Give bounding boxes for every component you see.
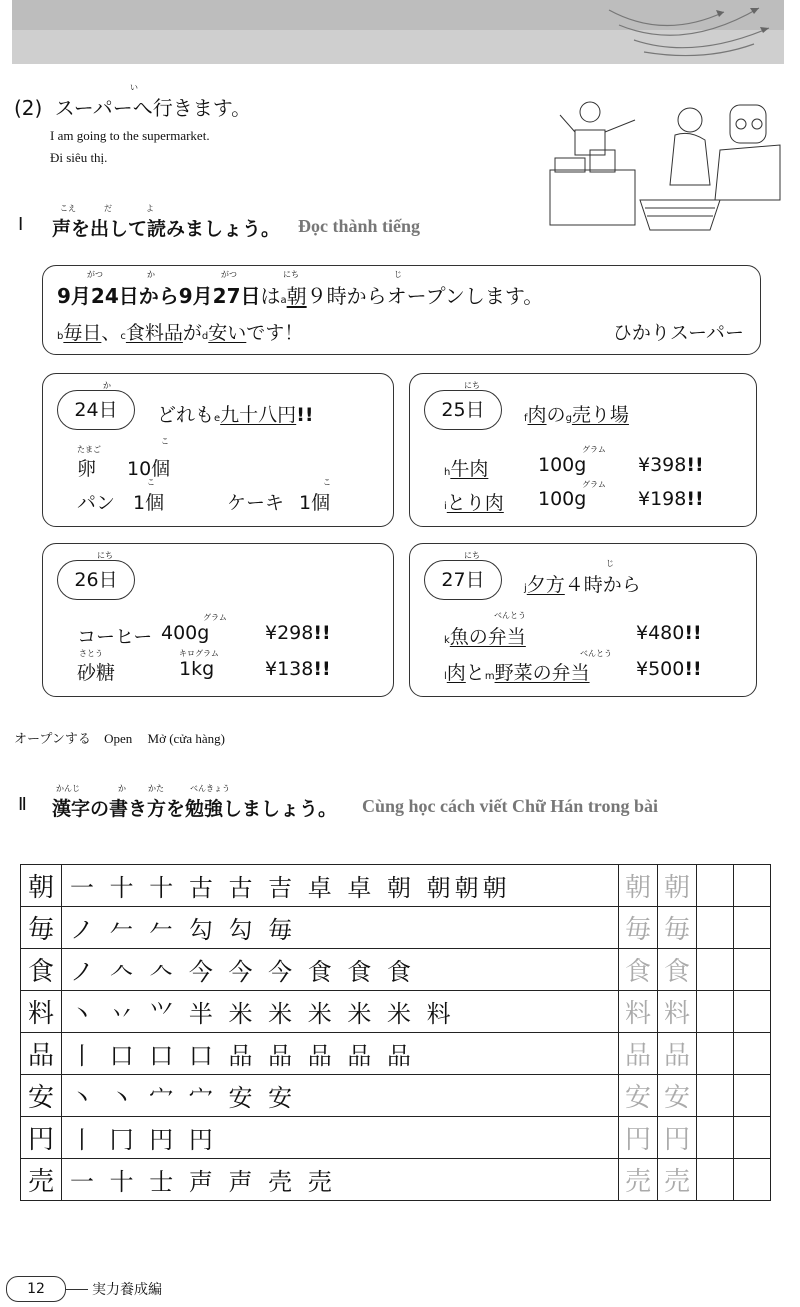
ruby: こえ — [60, 204, 76, 213]
ruby: べんとう — [494, 611, 526, 620]
header-bar — [12, 0, 784, 64]
ruby: か — [147, 270, 155, 279]
footer-divider — [66, 1289, 88, 1290]
kanji-row — [21, 1075, 771, 1117]
ruby: にち — [97, 551, 113, 560]
practice-cell[interactable] — [697, 1159, 734, 1201]
item-name: h牛肉 — [444, 458, 489, 480]
stroke-order: 丨 冂 円 円 — [62, 1117, 619, 1159]
practice-cell[interactable] — [697, 1033, 734, 1075]
trace-char: 売 — [619, 1159, 658, 1201]
stroke-order: 一 十 十 古 古 吉 卓 卓 朝 朝朝朝 — [62, 865, 619, 907]
ruby: かんじ — [56, 784, 80, 793]
kanji-char: 朝 — [21, 865, 62, 907]
trace-char: 毎 — [619, 907, 658, 949]
ruby: だ — [104, 204, 112, 213]
ruby: にち — [283, 270, 299, 279]
practice-cell[interactable] — [697, 907, 734, 949]
stroke-order: ノ 𠂉 𠂉 勾 勾 毎 — [62, 907, 619, 949]
kanji-row — [21, 907, 771, 949]
kanji-char: 安 — [21, 1075, 62, 1117]
trace-char: 朝 — [658, 865, 697, 907]
part2-subtitle: Cùng học cách viết Chữ Hán trong bài — [362, 796, 658, 816]
stroke-order: 丶 丶 宀 宀 安 安 — [62, 1075, 619, 1117]
d24-deal: どれもe九十八円!! — [157, 404, 314, 426]
trace-char: 安 — [658, 1075, 697, 1117]
part1-title: 声を出して読みましょう。 — [52, 218, 281, 240]
practice-cell[interactable] — [697, 991, 734, 1033]
item-qty: 1個 — [133, 492, 165, 514]
practice-cell[interactable] — [734, 907, 771, 949]
day-bubble: 27日 — [424, 560, 502, 600]
section-title: (2) スーパーへ行きます。 — [14, 96, 252, 120]
ruby: にち — [464, 381, 480, 390]
item-name: k魚の弁当 — [444, 626, 526, 648]
kanji-char: 料 — [21, 991, 62, 1033]
kanji-row — [21, 865, 771, 907]
ruby: グラム — [582, 480, 606, 489]
item-price: ¥138!! — [265, 658, 331, 680]
day-bubble: 25日 — [424, 390, 502, 430]
practice-cell[interactable] — [734, 865, 771, 907]
ruby: よ — [146, 204, 154, 213]
ruby: かた — [148, 784, 164, 793]
stroke-order: ノ 𠆢 𠆢 今 今 今 食 食 食 — [62, 949, 619, 991]
part1-subtitle: Đọc thành tiếng — [298, 216, 421, 236]
item-price: ¥480!! — [636, 622, 702, 644]
ruby: キログラム — [179, 649, 219, 658]
practice-cell[interactable] — [734, 1075, 771, 1117]
stroke-order: 一 十 士 声 声 壳 売 — [62, 1159, 619, 1201]
practice-cell[interactable] — [697, 949, 734, 991]
part2-label: Ⅱ — [18, 794, 27, 815]
ruby: べんきょう — [190, 784, 230, 793]
ruby: べんとう — [580, 649, 612, 658]
trace-char: 安 — [619, 1075, 658, 1117]
practice-cell[interactable] — [734, 991, 771, 1033]
item-name: ケーキ — [227, 492, 285, 514]
kanji-char: 売 — [21, 1159, 62, 1201]
kanji-char: 食 — [21, 949, 62, 991]
arrows-decoration — [604, 0, 774, 60]
trace-char: 毎 — [658, 907, 697, 949]
item-qty: 1kg — [179, 658, 215, 680]
part1-label: Ⅰ — [18, 214, 24, 235]
trace-char: 円 — [658, 1117, 697, 1159]
trace-char: 円 — [619, 1117, 658, 1159]
kanji-char: 円 — [21, 1117, 62, 1159]
practice-cell[interactable] — [734, 949, 771, 991]
item-name: 砂糖 — [77, 662, 116, 684]
item-qty: 100g — [538, 454, 587, 476]
ruby: か — [103, 381, 111, 390]
practice-cell[interactable] — [697, 865, 734, 907]
ruby: がつ — [87, 270, 103, 279]
item-name: パン — [77, 492, 116, 514]
item-price: ¥298!! — [265, 622, 331, 644]
english-translation: I am going to the supermarket. — [50, 128, 210, 143]
practice-cell[interactable] — [697, 1117, 734, 1159]
d27-heading: j夕方４時から — [524, 574, 641, 596]
d25-heading: f肉のg売り場 — [524, 404, 629, 426]
kanji-char: 毎 — [21, 907, 62, 949]
practice-cell[interactable] — [734, 1033, 771, 1075]
practice-cell[interactable] — [734, 1117, 771, 1159]
kanji-row — [21, 1159, 771, 1201]
book-title: 実力養成編 — [92, 1282, 162, 1298]
item-name: コーヒー — [77, 626, 153, 648]
practice-cell[interactable] — [697, 1075, 734, 1117]
trace-char: 食 — [658, 949, 697, 991]
item-name: iとり肉 — [444, 492, 504, 514]
item-name: 卵 — [77, 458, 97, 480]
trace-char: 食 — [619, 949, 658, 991]
kanji-row — [21, 1033, 771, 1075]
ruby: じ — [394, 270, 402, 279]
item-price: ¥398!! — [638, 454, 704, 476]
ruby: こ — [161, 437, 169, 446]
item-price: ¥500!! — [636, 658, 702, 680]
ruby: グラム — [582, 445, 606, 454]
trace-char: 料 — [658, 991, 697, 1033]
trace-char: 品 — [619, 1033, 658, 1075]
trace-char: 料 — [619, 991, 658, 1033]
ruby: グラム — [203, 613, 227, 622]
ruby: こ — [147, 478, 155, 487]
item-qty: 400g — [161, 622, 210, 644]
item-qty: 1個 — [299, 492, 331, 514]
trace-char: 売 — [658, 1159, 697, 1201]
day-24-box — [42, 373, 394, 527]
trace-char: 品 — [658, 1033, 697, 1075]
stroke-order: 丨 口 口 口 品 品 品 品 品 — [62, 1033, 619, 1075]
item-qty: 100g — [538, 488, 587, 510]
practice-cell[interactable] — [734, 1159, 771, 1201]
ruby: にち — [464, 551, 480, 560]
sale-dates-line: 9月24日から9月27日はa朝９時からオープンします。 — [57, 284, 544, 308]
item-price: ¥198!! — [638, 488, 704, 510]
page-number: 12 — [6, 1276, 66, 1302]
store-name: ひかりスーパー — [612, 322, 744, 344]
day-bubble: 26日 — [57, 560, 135, 600]
vietnamese-translation: Đi siêu thị. — [50, 150, 108, 165]
sale-slogan: b毎日、c食料品がd安いです！ — [57, 322, 304, 344]
item-qty: 10個 — [127, 458, 171, 480]
sale-announcement — [42, 265, 761, 355]
supermarket-illustration — [545, 90, 785, 235]
item-name: l肉とm野菜の弁当 — [444, 662, 590, 684]
day-27-box — [409, 543, 757, 697]
ruby: さとう — [79, 649, 103, 658]
day-25-box — [409, 373, 757, 527]
glossary: オープンする Open Mở (cửa hàng) — [14, 731, 225, 747]
ruby: じ — [606, 559, 614, 568]
kanji-row — [21, 949, 771, 991]
ruby: い — [130, 83, 138, 92]
kanji-row — [21, 991, 771, 1033]
stroke-order: 丶 丷 ⺍ 半 米 米 米 米 米 料 — [62, 991, 619, 1033]
ruby: こ — [323, 478, 331, 487]
trace-char: 朝 — [619, 865, 658, 907]
ruby: がつ — [221, 270, 237, 279]
kanji-row — [21, 1117, 771, 1159]
part2-title: 漢字の書き方を勉強しましょう。 — [52, 798, 338, 820]
ruby: か — [118, 784, 126, 793]
ruby: たまご — [77, 445, 101, 454]
day-bubble: 24日 — [57, 390, 135, 430]
day-26-box — [42, 543, 394, 697]
kanji-char: 品 — [21, 1033, 62, 1075]
kanji-practice-table — [20, 864, 771, 1201]
